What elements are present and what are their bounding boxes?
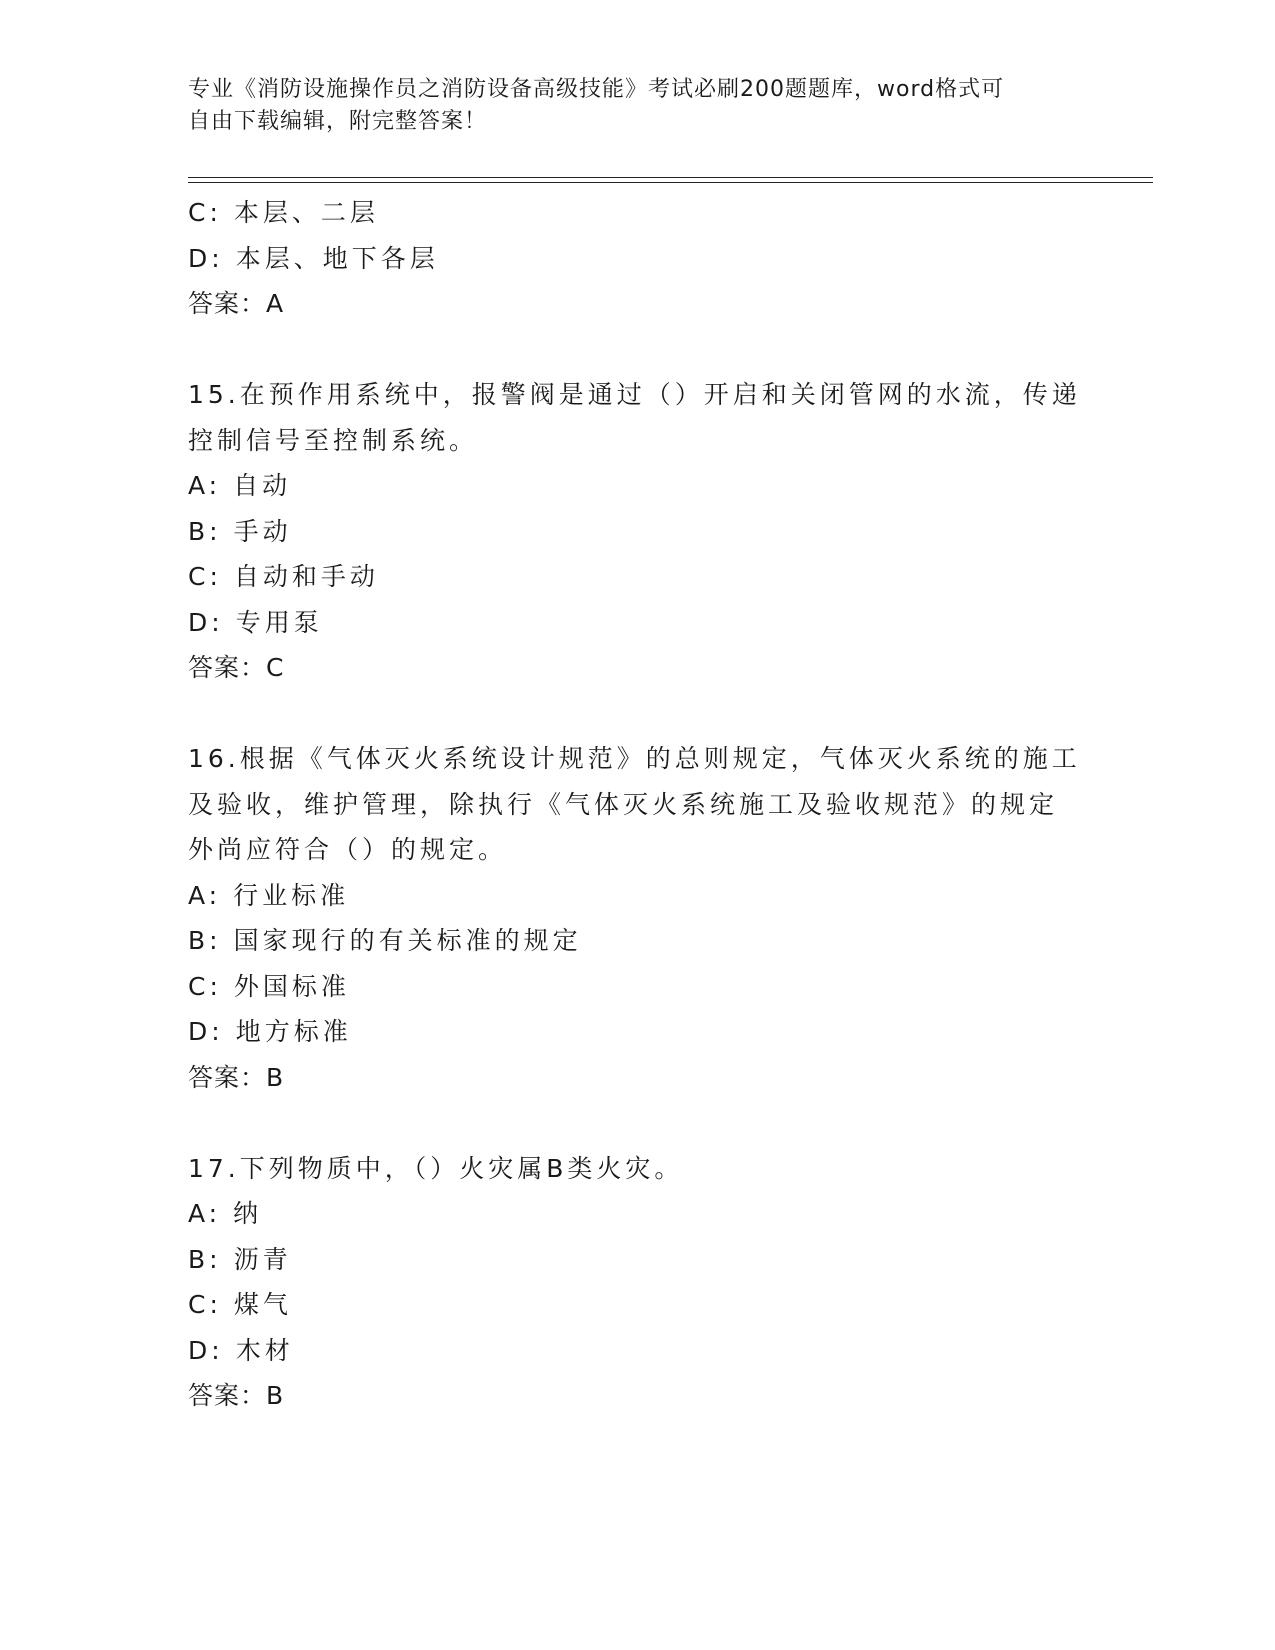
- option-label: C:: [188, 562, 222, 591]
- option-c: [188, 554, 1088, 600]
- option-d: [188, 1009, 1088, 1055]
- option-a: [188, 463, 1088, 509]
- question-stem-line: 17.下列物质中，（）火灾属B类火灾。: [188, 1153, 684, 1183]
- option-text: 本层、二层: [233, 198, 379, 227]
- question-stem-line: 15.在预作用系统中，报警阀是通过（）开启和关闭管网的水流，传递: [188, 380, 1081, 409]
- option-d: [188, 236, 1088, 282]
- option-text: 木材: [235, 1335, 294, 1365]
- option-b: [188, 509, 1088, 555]
- option-text: 煤气: [233, 1290, 292, 1319]
- document-header: [188, 74, 1068, 138]
- option-d: [188, 600, 1088, 646]
- question-16: [188, 736, 1088, 1100]
- option-label: A:: [188, 471, 222, 500]
- option-label: D:: [188, 607, 224, 637]
- option-label: D:: [188, 1335, 224, 1365]
- option-text: 地方标准: [235, 1017, 352, 1046]
- option-b: [188, 918, 1088, 964]
- header-line-1: 专业《消防设施操作员之消防设备高级技能》考试必刷200题题库，word格式可: [188, 77, 1005, 102]
- option-label: B:: [188, 516, 222, 546]
- header-line-2: 自由下载编辑，附完整答案！: [188, 109, 488, 134]
- option-c: [188, 190, 1088, 236]
- option-text: 国家现行的有关标准的规定: [233, 926, 582, 955]
- option-label: A:: [188, 1199, 222, 1228]
- question-15: [188, 372, 1088, 691]
- question-stem-line: 及验收，维护管理，除执行《气体灭火系统施工及验收规范》的规定: [188, 789, 1059, 819]
- option-label: D:: [188, 1017, 224, 1046]
- option-d: [188, 1328, 1088, 1374]
- option-label: A:: [188, 880, 222, 910]
- option-a: [188, 1191, 1088, 1237]
- option-label: C:: [188, 1290, 222, 1319]
- option-text: 自动和手动: [233, 562, 379, 591]
- option-label: C:: [188, 198, 222, 227]
- answer-line: 答案：A: [188, 289, 285, 318]
- option-b: [188, 1237, 1088, 1283]
- option-text: 外国标准: [233, 971, 350, 1001]
- option-c: [188, 1282, 1088, 1328]
- option-text: 自动: [233, 471, 292, 500]
- question-17: [188, 1146, 1088, 1419]
- option-text: 专用泵: [235, 607, 323, 637]
- question-stem-line: 控制信号至控制系统。: [188, 425, 479, 455]
- option-text: 行业标准: [233, 880, 350, 910]
- option-label: B:: [188, 1244, 222, 1274]
- question-14: [188, 190, 1088, 327]
- answer-line: 答案：B: [188, 1381, 285, 1410]
- question-stem-line: 外尚应符合（）的规定。: [188, 835, 508, 864]
- option-text: 本层、地下各层: [235, 243, 439, 273]
- answer-line: 答案：B: [188, 1062, 285, 1092]
- question-list: [188, 190, 1088, 1419]
- answer-line: 答案：C: [188, 653, 285, 682]
- option-label: B:: [188, 926, 222, 955]
- option-text: 手动: [233, 516, 292, 546]
- header-divider-bottom: [188, 182, 1153, 183]
- question-stem-line: 16.根据《气体灭火系统设计规范》的总则规定，气体灭火系统的施工: [188, 744, 1081, 773]
- header-divider-top: [188, 177, 1153, 178]
- option-a: [188, 873, 1088, 919]
- option-text: 沥青: [233, 1244, 292, 1274]
- option-label: D:: [188, 243, 224, 273]
- option-label: C:: [188, 971, 222, 1001]
- option-text: 纳: [233, 1199, 263, 1228]
- option-c: [188, 964, 1088, 1010]
